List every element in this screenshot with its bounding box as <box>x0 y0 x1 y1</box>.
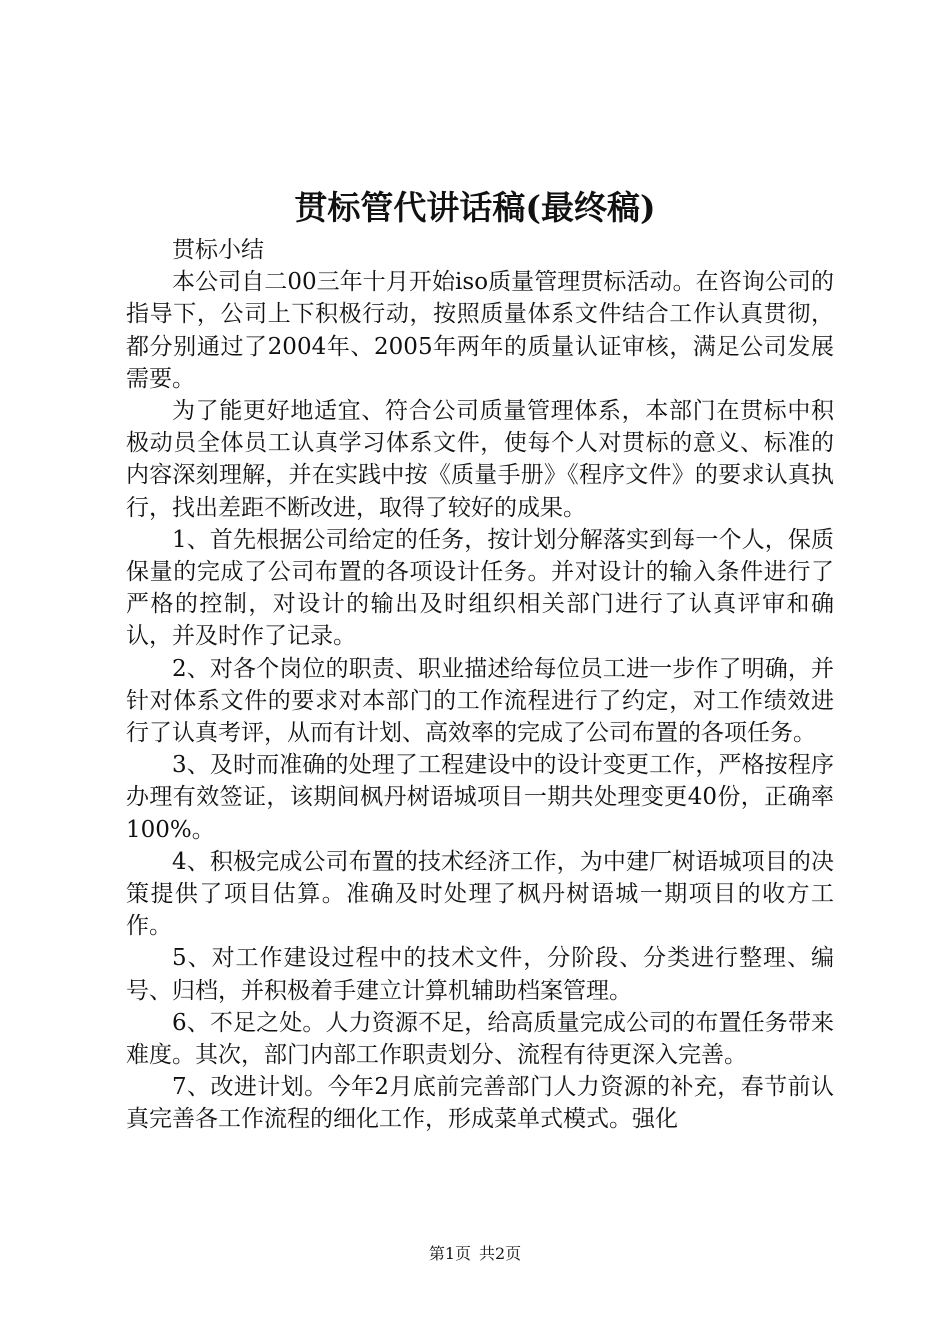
list-item-7: 7、改进计划。今年2月底前完善部门人力资源的补充，春节前认真完善各工作流程的细化工作，形成菜单式模式。强化 <box>126 1074 834 1133</box>
list-item-2: 2、对各个岗位的职责、职业描述给每位员工进一步作了明确，并针对体系文件的要求对本部门的工作流程进行了约定，对工作绩效进行了认真考评，从而有计划、高效率的完成了公司布置的各项任务。 <box>126 655 834 747</box>
paragraph-intro: 本公司自二00三年十月开始iso质量管理贯标活动。在咨询公司的指导下，公司上下积极行动，按照质量体系文件结合工作认真贯彻，都分别通过了2004年、2005年两年的质量认证审核，满足公司发展需要。 <box>126 269 834 392</box>
document-body <box>126 234 834 1136</box>
list-item-6: 6、不足之处。人力资源不足，给高质量完成公司的布置任务带来难度。其次，部门内部工作职责划分、流程有待更深入完善。 <box>126 1009 834 1069</box>
page-number: 第1页 <box>428 1244 471 1263</box>
list-item-5: 5、对工作建设过程中的技术文件，分阶段、分类进行整理、编号、归档，并积极着手建立计算机辅助档案管理。 <box>126 945 834 1004</box>
document-title: 贯标管代讲话稿(最终稿) <box>294 188 656 227</box>
page-footer <box>0 1243 950 1265</box>
list-item-1: 1、首先根据公司给定的任务，按计划分解落实到每一个人，保质保量的完成了公司布置的各项设计任务。并对设计的输入条件进行了严格的控制，对设计的输出及时组织相关部门进行了认真评审和确认，并及时作了记录。 <box>126 526 834 650</box>
list-item-3: 3、及时而准确的处理了工程建设中的设计变更工作，严格按程序办理有效签证，该期间枫丹树语城项目一期共处理变更40份，正确率100%。 <box>126 752 834 843</box>
section-heading: 贯标小结 <box>172 237 264 263</box>
page-total: 共2页 <box>479 1244 522 1263</box>
list-item-4: 4、积极完成公司布置的技术经济工作，为中建厂树语城项目的决策提供了项目估算。准确及时处理了枫丹树语城一期项目的收方工作。 <box>126 848 834 940</box>
paragraph-purpose: 为了能更好地适宜、符合公司质量管理体系，本部门在贯标中积极动员全体员工认真学习体系文件，使每个人对贯标的意义、标准的内容深刻理解，并在实践中按《质量手册》《程序文件》的要求认真执行，找出差距不断改进，取得了较好的成果。 <box>126 398 834 521</box>
